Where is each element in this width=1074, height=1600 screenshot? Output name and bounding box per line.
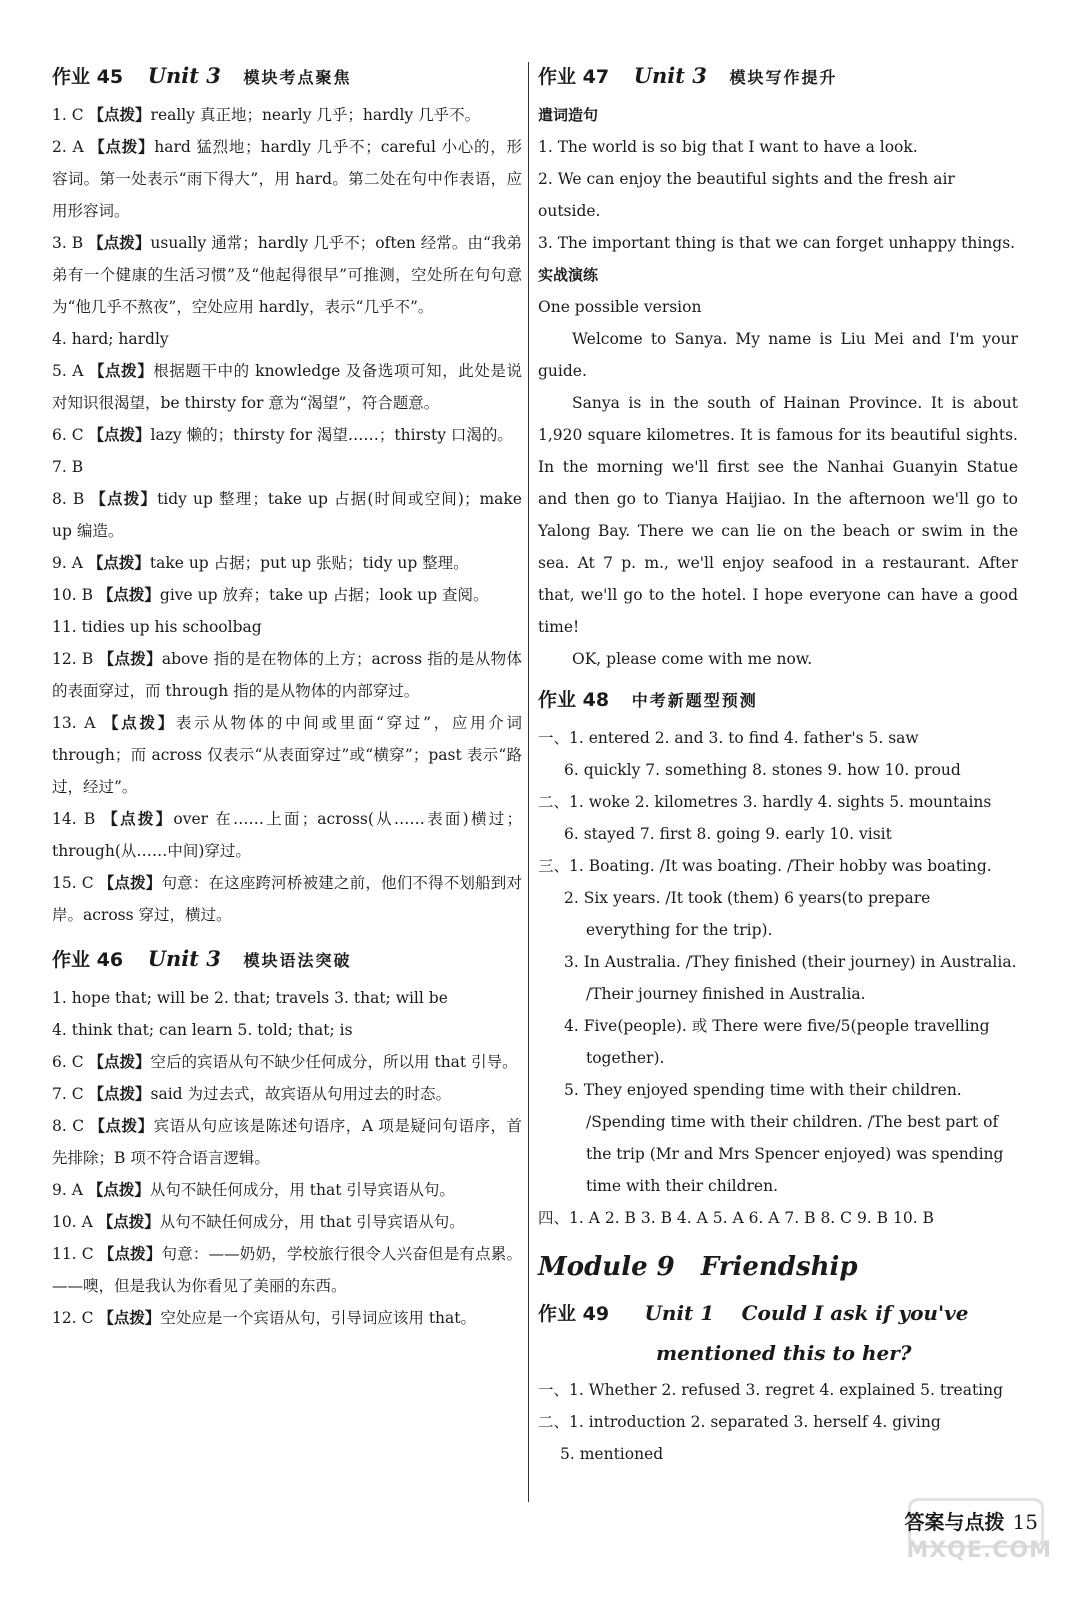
hint-text: 空后的宾语从句不缺少任何成分，所以用 that 引导。 [150, 1053, 518, 1071]
hw48-topic: 中考新题型预测 [631, 691, 758, 710]
answer-item [52, 547, 522, 579]
hint-text: tidy up 整理；take up 占据(时间或空间)；make up 编造。 [52, 490, 522, 540]
hw49-heading [538, 1294, 1018, 1334]
footer-title: 答案与点拨 [904, 1510, 1005, 1534]
answer-number: 10. A [52, 1213, 98, 1231]
answer-item [52, 707, 522, 803]
answer-number: 8. C [52, 1117, 90, 1135]
answer-number: 12. B [52, 650, 99, 668]
hw45-unit: Unit 3 [147, 63, 221, 88]
hint-text: 表示从物体的中间或里面“穿过”，应用介词 through；而 across 仅表示“从表面穿过”或“横穿”；past 表示“路过，经过”。 [52, 714, 522, 796]
hint-text: 宾语从句应该是陈述句语序，A 项是疑问句语序，首先排除；B 项不符合语言逻辑。 [52, 1117, 522, 1167]
answer-number: 10. B [52, 586, 98, 604]
answer-line: 一、1. Whether 2. refused 3. regret 4. explained 5. treating [538, 1381, 1004, 1399]
essay-paragraph: Sanya is in the south of Hainan Province. It is about 1,920 square kilometres. It is famous for its beautiful sights. In the morning we'll first see the Nanhai Guanyin Statue and then go to Tianya Haijiao. In the afternoon we'll go to Yalong Bay. There we can lie on the beach or swim in the sea. At 7 p. m., we'll enjoy seafood in a restaurant. After that, we'll go to the hotel. I hope everyone can have a good time! [538, 394, 1018, 636]
hint-text: 从句不缺任何成分，用 that 引导宾语从句。 [159, 1213, 465, 1231]
answer-item [52, 483, 522, 547]
answer-item [52, 451, 522, 483]
left-column [52, 62, 522, 1334]
hint-tag: 【点拨】 [89, 138, 155, 156]
answer-number: 1. C [52, 106, 89, 124]
answer-line: 四、1. A 2. B 3. B 4. A 5. A 6. A 7. B 8. C 9. B 10. B [538, 1209, 934, 1227]
hint-tag: 【点拨】 [103, 714, 176, 732]
hw47-unit: Unit 3 [633, 63, 707, 88]
hw45-heading [52, 62, 522, 89]
hint-text: said 为过去式，故宾语从句用过去的时态。 [150, 1085, 452, 1103]
hint-tag: 【点拨】 [97, 1213, 160, 1231]
hint-tag: 【点拨】 [98, 1245, 162, 1263]
hint-tag: 【点拨】 [98, 1309, 161, 1327]
answer-item [52, 1110, 522, 1174]
hw47-sentence-list [538, 131, 1018, 259]
hw48-heading [538, 685, 1018, 712]
hint-tag: 【点拨】 [90, 490, 158, 508]
answer-number: 4. hard; hardly [52, 330, 169, 348]
hint-text: 从句不缺任何成分，用 that 引导宾语从句。 [149, 1181, 455, 1199]
answer-item [52, 99, 522, 131]
hw46-heading [52, 945, 522, 972]
column-divider [528, 62, 529, 1502]
sentence-item: 1. The world is so big that I want to have a look. [538, 138, 918, 156]
answer-item [52, 227, 522, 323]
right-column [538, 62, 1018, 1470]
hw46-topic: 模块语法突破 [243, 951, 352, 970]
hw47-topic: 模块写作提升 [729, 68, 838, 87]
hint-text: usually 通常；hardly 几乎不；often 经常。由“我弟弟有一个健康的生活习惯”及“他起得很早”可推测，空处所在句句意为“他几乎不熬夜”，空处应用 hardly，表示“几乎不”。 [52, 234, 522, 316]
answer-number: 12. C [52, 1309, 99, 1327]
answer-item [52, 643, 522, 707]
answer-number: 8. B [52, 490, 91, 508]
hw47-essay [538, 323, 1018, 675]
answer-number: 7. C [52, 1085, 89, 1103]
answer-number: 6. C [52, 426, 89, 444]
hw46-answer-list [52, 982, 522, 1334]
answer-line: 二、1. woke 2. kilometres 3. hardly 4. sights 5. mountains [538, 793, 992, 811]
hint-tag: 【点拨】 [87, 1181, 150, 1199]
hw48-label: 作业 48 [538, 689, 610, 711]
hint-tag: 【点拨】 [98, 874, 162, 892]
answer-item [52, 982, 522, 1014]
answer-item [52, 1014, 522, 1046]
answer-item [52, 579, 522, 611]
sentence-item: 2. We can enjoy the beautiful sights and the fresh air outside. [538, 170, 955, 220]
hint-tag: 【点拨】 [88, 426, 151, 444]
hw47-subheading-sentences: 遣词造句 [538, 106, 599, 124]
answer-number: 1. hope that; will be 2. that; travels 3. that; will be [52, 989, 448, 1007]
answer-number: 5. A [52, 362, 89, 380]
answer-number: 11. tidies up his schoolbag [52, 618, 262, 636]
hint-text: over 在……上面；across(从……表面)横过；through(从……中间)穿过。 [52, 810, 522, 860]
hw49-label: 作业 49 [538, 1303, 610, 1325]
answer-line: 一、1. entered 2. and 3. to find 4. father's 5. saw [538, 729, 919, 747]
answer-item [52, 867, 522, 931]
answer-line: 6. stayed 7. first 8. going 9. early 10. visit [564, 825, 892, 843]
answer-line: 三、1. Boating. /It was boating. /Their hobby was boating. [538, 857, 992, 875]
hw45-answer-list [52, 99, 522, 931]
answer-number: 14. B [52, 810, 103, 828]
answer-item [52, 1174, 522, 1206]
answer-line: 3. In Australia. /They finished (their journey) in Australia. /Their journey finished in Australia. [564, 953, 1017, 1003]
hw49-answer-list [538, 1374, 1018, 1470]
answer-number: 2. A [52, 138, 90, 156]
sentence-item: 3. The important thing is that we can forget unhappy things. [538, 234, 1016, 252]
hw49-title-line1: Could I ask if you've [741, 1301, 969, 1325]
answer-line: 5. They enjoyed spending time with their children. /Spending time with their children. /The best part of the trip (Mr and Mrs Spencer enjoyed) was spending time with their children. [564, 1081, 1004, 1195]
hw47-label: 作业 47 [538, 66, 610, 88]
hint-text: 句意：——奶奶，学校旅行很令人兴奋但是有点累。——噢，但是我认为你看见了美丽的东西。 [52, 1245, 522, 1295]
answer-line: 二、1. introduction 2. separated 3. herself 4. giving [538, 1413, 941, 1431]
hw49-title-line2: mentioned this to her? [656, 1341, 912, 1365]
module-number: Module 9 [538, 1252, 675, 1282]
answer-item [52, 1046, 522, 1078]
hw49-unit: Unit 1 [644, 1301, 715, 1325]
answer-item [52, 131, 522, 227]
hint-text: give up 放弃；take up 占据；look up 查阅。 [159, 586, 489, 604]
answer-item [52, 1206, 522, 1238]
answer-number: 6. C [52, 1053, 89, 1071]
watermark-text: MXQE.COM [906, 1538, 1052, 1563]
hint-tag: 【点拨】 [88, 234, 151, 252]
essay-paragraph: OK, please come with me now. [572, 650, 813, 668]
hint-tag: 【点拨】 [88, 1053, 151, 1071]
hw47-heading [538, 62, 1018, 89]
hw47-subheading-practice: 实战演练 [538, 266, 599, 284]
essay-paragraph: Welcome to Sanya. My name is Liu Mei and I'm your guide. [538, 330, 1018, 380]
hint-text: 空处应是一个宾语从句，引导词应该用 that。 [160, 1309, 477, 1327]
hw45-label: 作业 45 [52, 66, 124, 88]
answer-number: 7. B [52, 458, 84, 476]
hint-text: above 指的是在物体的上方；across 指的是从物体的表面穿过，而 through 指的是从物体的内部穿过。 [52, 650, 522, 700]
hint-text: really 真正地；nearly 几乎；hardly 几乎不。 [150, 106, 481, 124]
module-name: Friendship [700, 1252, 858, 1282]
answer-line: 4. Five(people). 或 There were five/5(people travelling together). [564, 1017, 990, 1067]
hw48-answer-list [538, 722, 1018, 1234]
answer-line: 6. quickly 7. something 8. stones 9. how 10. proud [564, 761, 961, 779]
hint-tag: 【点拨】 [88, 106, 151, 124]
hw49-title-cont [538, 1334, 1018, 1374]
answer-item [52, 323, 522, 355]
answer-number: 13. A [52, 714, 104, 732]
hint-tag: 【点拨】 [102, 810, 174, 828]
hint-tag: 【点拨】 [88, 1085, 151, 1103]
answer-number: 4. think that; can learn 5. told; that; is [52, 1021, 353, 1039]
hw46-unit: Unit 3 [147, 946, 221, 971]
hint-text: 根据题干中的 knowledge 及备选项可知，此处是说对知识很渴望，be thirsty for 意为“渴望”，符合题意。 [52, 362, 522, 412]
hint-tag: 【点拨】 [97, 586, 160, 604]
answer-item [52, 803, 522, 867]
answer-number: 11. C [52, 1245, 99, 1263]
hint-text: take up 占据；put up 张贴；tidy up 整理。 [149, 554, 469, 572]
hint-text: hard 猛烈地；hardly 几乎不；careful 小心的，形容词。第一处表示“雨下得大”，用 hard。第二处在句中作表语，应用形容词。 [52, 138, 522, 220]
answer-item [52, 1238, 522, 1302]
answer-number: 3. B [52, 234, 89, 252]
answer-item [52, 419, 522, 451]
hint-tag: 【点拨】 [87, 554, 150, 572]
hint-text: lazy 懒的；thirsty for 渴望……；thirsty 口渴的。 [150, 426, 513, 444]
page-footer [905, 1506, 1038, 1535]
hint-tag: 【点拨】 [98, 650, 162, 668]
hint-tag: 【点拨】 [88, 362, 154, 380]
answer-number: 9. A [52, 1181, 88, 1199]
hint-text: 句意：在这座跨河桥被建之前，他们不得不划船到对岸。across 穿过，横过。 [52, 874, 522, 924]
answer-item [52, 355, 522, 419]
answer-line: 2. Six years. /It took (them) 6 years(to prepare everything for the trip). [564, 889, 931, 939]
answer-item [52, 1078, 522, 1110]
hw45-topic: 模块考点聚焦 [243, 68, 352, 87]
answer-item [52, 1302, 522, 1334]
answer-number: 9. A [52, 554, 88, 572]
page-number: 15 [1012, 1510, 1038, 1534]
answer-item [52, 611, 522, 643]
answer-number: 15. C [52, 874, 99, 892]
hw47-version-label: One possible version [538, 298, 702, 316]
module-heading [538, 1252, 1018, 1282]
answer-line: 5. mentioned [560, 1445, 664, 1463]
hw46-label: 作业 46 [52, 949, 124, 971]
hint-tag: 【点拨】 [89, 1117, 154, 1135]
